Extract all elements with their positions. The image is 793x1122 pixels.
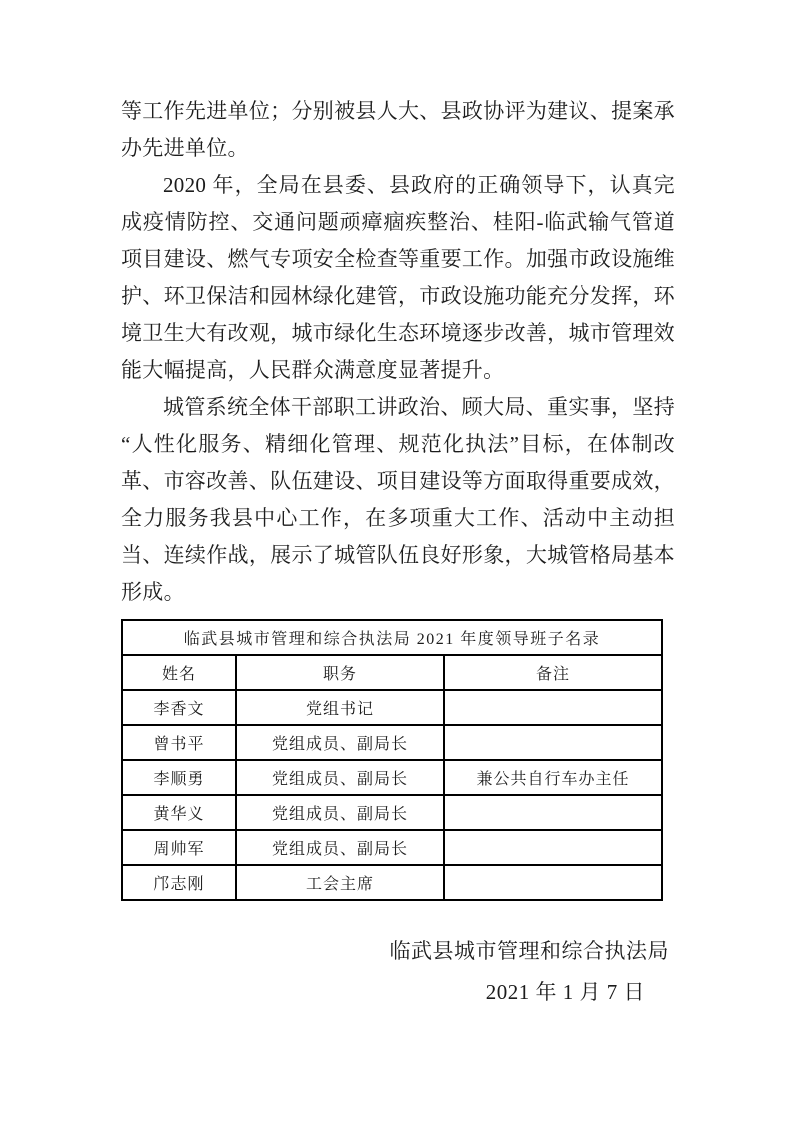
paragraph-2020-summary: 2020 年，全局在县委、县政府的正确领导下，认真完成疫情防控、交通问题顽瘴痼疾整治、桂阳-临武输气管道项目建设、燃气专项安全检查等重要工作。加强市政设施维护、环卫保洁和园林绿化建管，市政设施功能充分发挥，环境卫生大有改观，城市绿化生态环境逐步改善，城市管理效能大幅提高，人民群众满意度显著提升。 xyxy=(121,173,675,382)
cell-remark xyxy=(444,865,662,900)
cell-name: 黄华义 xyxy=(122,795,236,830)
table-header-row xyxy=(122,655,662,690)
cell-remark xyxy=(444,690,662,725)
table-title-row xyxy=(122,620,662,655)
cell-name: 周帅军 xyxy=(122,830,236,865)
cell-position: 工会主席 xyxy=(236,865,444,900)
cell-name: 曾书平 xyxy=(122,725,236,760)
document-body xyxy=(121,93,675,611)
signature-block xyxy=(390,933,676,1011)
table-title: 临武县城市管理和综合执法局 2021 年度领导班子名录 xyxy=(122,620,662,655)
cell-position: 党组成员、副局长 xyxy=(236,830,444,865)
cell-remark xyxy=(444,725,662,760)
cell-position: 党组书记 xyxy=(236,690,444,725)
cell-name: 李顺勇 xyxy=(122,760,236,795)
cell-remark: 兼公共自行车办主任 xyxy=(444,760,662,795)
cell-position: 党组成员、副局长 xyxy=(236,725,444,760)
paragraph-continuation: 等工作先进单位；分别被县人大、县政协评为建议、提案承办先进单位。 xyxy=(121,99,675,160)
cell-remark xyxy=(444,830,662,865)
signature-date: 2021 年 1 月 7 日 xyxy=(485,980,645,1004)
cell-position: 党组成员、副局长 xyxy=(236,795,444,830)
cell-name: 邝志刚 xyxy=(122,865,236,900)
cell-position: 党组成员、副局长 xyxy=(236,760,444,795)
table-row xyxy=(122,795,662,830)
column-header-remark: 备注 xyxy=(444,655,662,690)
signature-org: 临武县城市管理和综合执法局 xyxy=(389,939,669,963)
table-row xyxy=(122,830,662,865)
leadership-roster-table xyxy=(121,619,663,901)
cell-name: 李香文 xyxy=(122,690,236,725)
table-row xyxy=(122,725,662,760)
column-header-position: 职务 xyxy=(236,655,444,690)
table-row xyxy=(122,865,662,900)
table-row xyxy=(122,760,662,795)
table-row xyxy=(122,690,662,725)
cell-remark xyxy=(444,795,662,830)
paragraph-urban-management: 城管系统全体干部职工讲政治、顾大局、重实事，坚持“人性化服务、精细化管理、规范化执法”目标，在体制改革、市容改善、队伍建设、项目建设等方面取得重要成效，全力服务我县中心工作，在多项重大工作、活动中主动担当、连续作战，展示了城管队伍良好形象，大城管格局基本形成。 xyxy=(121,395,675,604)
column-header-name: 姓名 xyxy=(122,655,236,690)
